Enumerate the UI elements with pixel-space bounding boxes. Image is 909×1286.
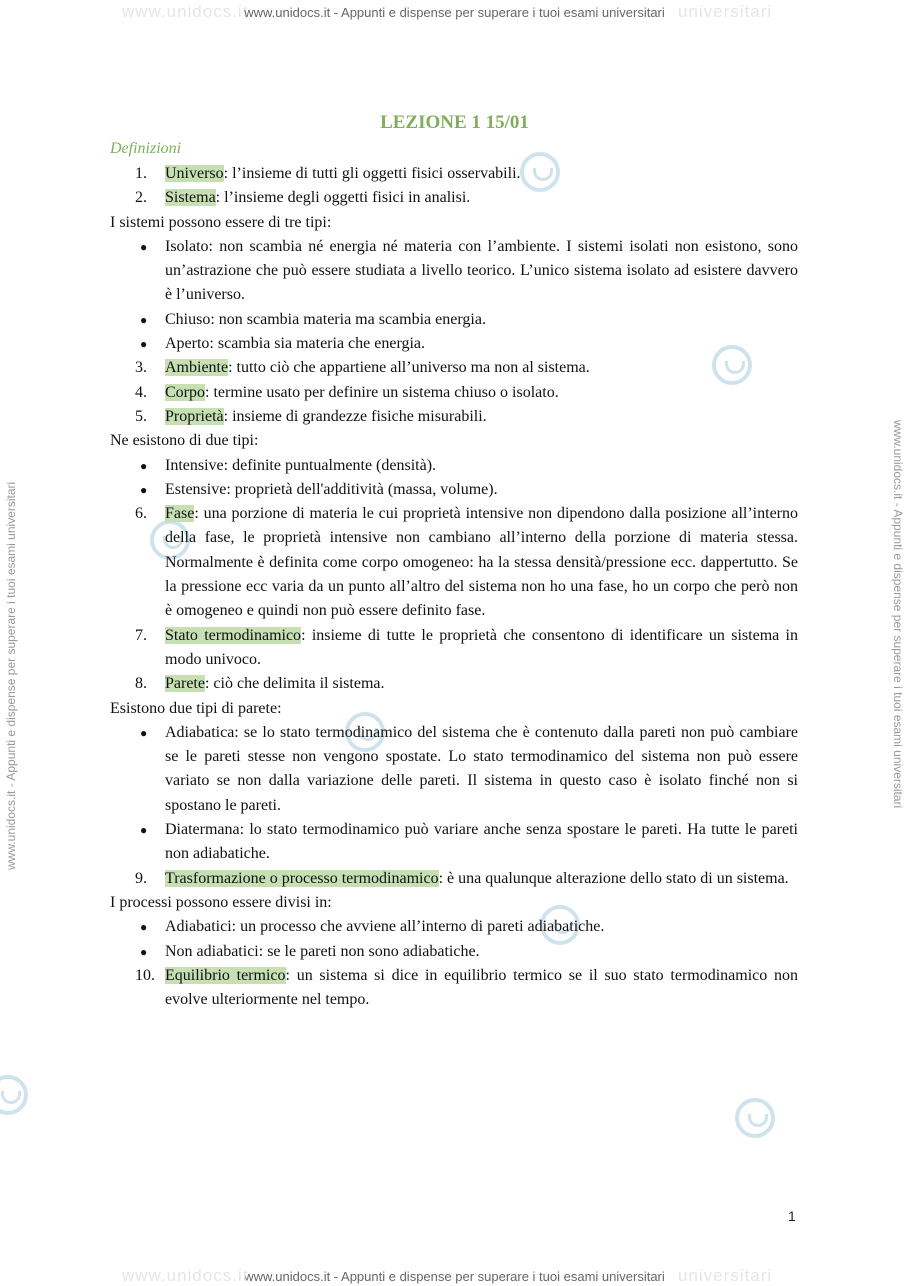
list-marker: 3.: [135, 359, 147, 377]
highlighted-term: Ambiente: [165, 359, 229, 377]
highlighted-term: Parete: [165, 675, 205, 693]
definition-item: [110, 405, 798, 429]
list-marker: 2.: [135, 189, 147, 207]
definition-text: : insieme di tutte le proprietà che consentono di identificare un sistema in modo univoco.: [165, 626, 798, 668]
highlighted-term: Stato termodinamico: [165, 626, 302, 644]
definition-text: : tutto ciò che appartiene all’universo ma non al sistema.: [228, 359, 590, 377]
highlighted-term: Equilibrio termico: [165, 966, 286, 984]
bullet-item: [110, 332, 798, 356]
definition-text: : l’insieme di tutti gli oggetti fisici osservabili.: [223, 165, 521, 182]
definition-item: [110, 162, 798, 186]
list-marker: 7.: [135, 626, 147, 644]
page-title: LEZIONE 1 15/01: [380, 112, 529, 133]
definition-item: [110, 672, 798, 696]
list-marker: 6.: [135, 505, 147, 523]
watermark-ghost-right: universitari: [678, 1266, 773, 1285]
definition-text: : è una qualunque alterazione dello stato di un sistema.: [438, 869, 789, 887]
watermark-footer: www.unidocs.it - Appunti e dispense per superare i tuoi esami universitari: [244, 1269, 665, 1284]
unidocs-logo-icon: [735, 1098, 775, 1138]
highlighted-term: Fase: [165, 505, 195, 523]
page-number: 1: [788, 1208, 796, 1224]
bullet-marker: ●: [140, 944, 148, 959]
list-marker: 1.: [135, 165, 147, 182]
bullet-text: Aperto: scambia sia materia che energia.: [165, 335, 426, 353]
definition-item: [110, 502, 798, 623]
definition-text: : insieme di grandezze fisiche misurabili.: [223, 407, 487, 425]
paragraph: Esistono due tipi di parete:: [110, 699, 282, 717]
bullet-marker: ●: [140, 458, 148, 473]
bullet-marker: ●: [140, 920, 148, 935]
bullet-item: [110, 721, 798, 818]
watermark-header: www.unidocs.it - Appunti e dispense per superare i tuoi esami universitari: [244, 5, 665, 20]
bullet-text: Adiabatica: se lo stato termodinamico del sistema che è contenuto dalla pareti non può cambiare se le pareti stesse non vengono spostate. Lo stato termodinamico del sistema non può essere variato se non dalla variazione delle pareti. Il sistema in questo caso è isolato finché non si spostano le pareti.: [165, 723, 798, 814]
bullet-item: [110, 235, 798, 308]
bullet-text: Estensive: proprietà dell'additività (massa, volume).: [165, 480, 498, 498]
bullet-marker: ●: [140, 337, 148, 352]
list-marker: 9.: [135, 869, 147, 887]
definition-item: [110, 867, 798, 891]
list-marker: 4.: [135, 383, 147, 401]
definition-item: [110, 381, 798, 405]
bullet-marker: ●: [140, 725, 148, 740]
document-body: [110, 162, 798, 1012]
bullet-item: [110, 308, 798, 332]
bullet-marker: ●: [140, 823, 148, 838]
watermark-ghost-left: www.unidocs.it: [122, 2, 249, 21]
bullet-item: [110, 478, 798, 502]
bullet-marker: ●: [140, 239, 148, 254]
bullet-text: Isolato: non scambia né energia né materia con l’ambiente. I sistemi isolati non esistono, sono un’astrazione che può essere studiata a livello teorico. L’unico sistema isolato ad esistere davvero è l’universo.: [165, 237, 798, 304]
definition-text: : ciò che delimita il sistema.: [204, 675, 385, 693]
definition-text: : termine usato per definire un sistema chiuso o isolato.: [205, 383, 559, 401]
definition-item: [110, 964, 798, 1013]
bullet-text: Intensive: definite puntualmente (densità).: [165, 456, 437, 474]
bullet-item: [110, 940, 798, 964]
highlighted-term: Proprietà: [165, 407, 224, 425]
definition-text: : un sistema si dice in equilibrio termico se il suo stato termodinamico non evolve ulteriormente nel tempo.: [165, 966, 798, 1009]
paragraph: I processi possono essere divisi in:: [110, 893, 332, 911]
bullet-item: [110, 915, 798, 939]
list-marker: 10.: [135, 966, 155, 984]
highlighted-term: Corpo: [165, 383, 205, 401]
highlighted-term: Universo: [165, 165, 224, 182]
watermark-ghost-left: www.unidocs.it: [122, 1266, 249, 1285]
list-marker: 8.: [135, 675, 147, 693]
paragraph: Ne esistono di due tipi:: [110, 432, 259, 450]
definition-text: : una porzione di materia le cui proprietà intensive non dipendono dalla posizione all’interno della fase, le proprietà intensive non cambiano all’interno della porzione di materia stessa. Normalmente è definita come corpo omogeneo: ha la stessa densità/pressione ecc. dappertutto. Se la pressione ecc varia da un punto all’altro del sistema non ho una fase, ho un corpo che però non è omogeneo e quindi non può essere definito fase.: [165, 505, 798, 620]
highlighted-term: Sistema: [165, 189, 216, 207]
highlighted-term: Trasformazione o processo termodinamico: [165, 869, 439, 887]
definition-item: [110, 624, 798, 673]
unidocs-logo-icon: [0, 1075, 28, 1115]
watermark-left-side: www.unidocs.it - Appunti e dispense per superare i tuoi esami universitari: [4, 481, 18, 870]
bullet-marker: ●: [140, 482, 148, 497]
definition-text: : l’insieme degli oggetti fisici in analisi.: [215, 189, 471, 207]
list-marker: 5.: [135, 407, 147, 425]
bullet-text: Chiuso: non scambia materia ma scambia energia.: [165, 310, 486, 328]
bullet-text: Non adiabatici: se le pareti non sono adiabatiche.: [165, 942, 480, 960]
section-heading: Definizioni: [110, 140, 182, 157]
bullet-marker: ●: [140, 312, 148, 327]
definition-item: [110, 356, 798, 380]
bullet-text: Diatermana: lo stato termodinamico può variare anche senza spostare le pareti. Ha tutte le pareti non adiabatiche.: [165, 821, 798, 863]
paragraph: I sistemi possono essere di tre tipi:: [110, 213, 332, 231]
bullet-item: [110, 454, 798, 478]
definition-item: [110, 186, 798, 210]
bullet-text: Adiabatici: un processo che avviene all’interno di pareti adiabatiche.: [165, 918, 605, 936]
watermark-ghost-right: universitari: [678, 2, 773, 21]
bullet-item: [110, 818, 798, 867]
watermark-right-side: www.unidocs.it - Appunti e dispense per superare i tuoi esami universitari: [891, 420, 905, 809]
